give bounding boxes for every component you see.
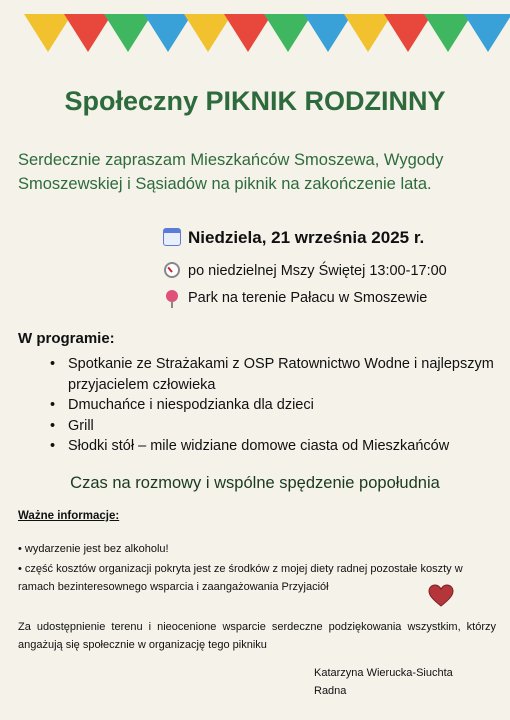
- bunting-decoration: [24, 14, 504, 56]
- info-bullet-alcohol: • wydarzenie jest bez alkoholu!: [18, 543, 169, 555]
- page-title: Społeczny PIKNIK RODZINNY: [64, 86, 446, 116]
- bunting-flag: [464, 14, 510, 52]
- program-item: • Dmuchańce i niespodzianka dla dzieci: [50, 395, 500, 416]
- pin-icon: [162, 290, 182, 306]
- program-item: • Grill: [50, 416, 500, 437]
- event-time: [162, 262, 447, 279]
- signature-name: Katarzyna Wierucka-Siuchta: [314, 667, 453, 679]
- signature-role: Radna: [314, 685, 347, 697]
- program-list: [50, 354, 500, 457]
- clock-icon: [162, 262, 182, 279]
- thanks-text: Za udostępnienie terenu i nieocenione wsparcie serdeczne podziękowania wszystkim, którzy angażują się społecznie w organizację tego pikniku: [18, 621, 496, 651]
- intro-text: Serdecznie zapraszam Mieszkańców Smoszewa, Wygody Smoszewskiej i Sąsiadów na piknik na zakończenie lata.: [18, 151, 444, 193]
- event-date-text: Niedziela, 21 września 2025 r.: [188, 228, 425, 247]
- program-item: • Słodki stół – mile widziane domowe ciasta od Mieszkańców: [50, 436, 500, 457]
- program-heading: W programie:: [18, 330, 115, 347]
- info-bullet-costs: • część kosztów organizacji pokryta jest ze środków z mojej diety radnej pozostałe koszty w ramach bezinteresownego wsparcia i zaangażowania Przyjaciół: [18, 563, 463, 593]
- slogan: Czas na rozmowy i wspólne spędzenie popołudnia: [70, 474, 440, 492]
- heart-icon: [428, 584, 454, 608]
- event-place-text: Park na terenie Pałacu w Smoszewie: [188, 290, 428, 306]
- calendar-icon: [162, 228, 182, 248]
- info-heading: Ważne informacje:: [18, 510, 120, 522]
- event-place: [162, 290, 427, 306]
- signature: [314, 664, 453, 700]
- program-item: • Spotkanie ze Strażakami z OSP Ratownictwo Wodne i najlepszym przyjacielem człowieka: [50, 354, 500, 395]
- event-time-text: po niedzielnej Mszy Świętej 13:00-17:00: [188, 263, 447, 279]
- event-date: [162, 228, 424, 248]
